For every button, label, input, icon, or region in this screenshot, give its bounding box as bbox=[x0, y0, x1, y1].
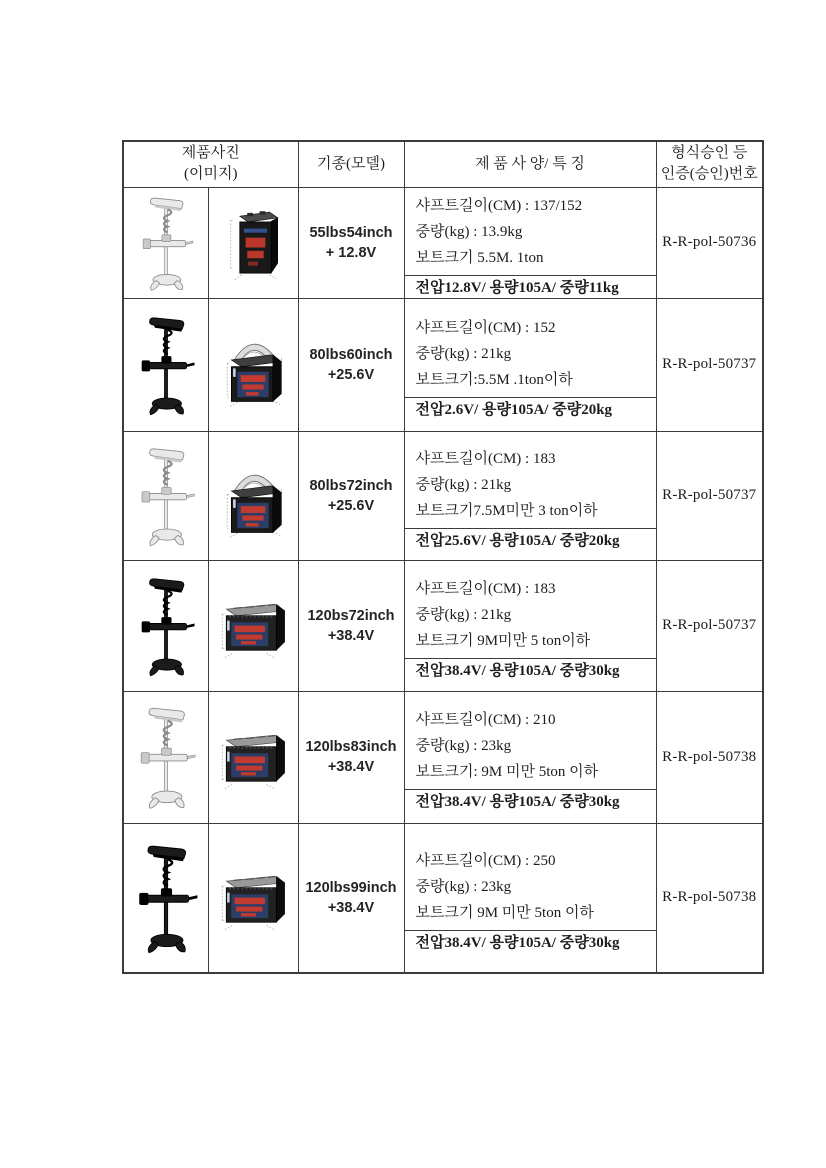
spec-lines bbox=[405, 189, 656, 275]
product-row bbox=[123, 691, 763, 823]
table-header-row bbox=[123, 141, 763, 187]
spec-lines bbox=[405, 311, 656, 397]
motor-photo-cell bbox=[123, 691, 208, 823]
product-row bbox=[123, 823, 763, 973]
model-line1: 55lbs54inch bbox=[309, 224, 393, 241]
model-line1: 80lbs60inch bbox=[309, 346, 393, 363]
spec-line-3: 보트크기7.5M미만 3 ton이하 bbox=[415, 502, 598, 519]
model-cell bbox=[298, 431, 404, 560]
model-line2: +38.4V bbox=[327, 899, 375, 916]
spec-line-3: 보트크기:5.5M .1ton이하 bbox=[415, 371, 573, 388]
product-row bbox=[123, 560, 763, 691]
trolling-motor-black-icon bbox=[136, 308, 196, 422]
trolling-motor-white-icon bbox=[135, 699, 197, 815]
model-cell bbox=[298, 691, 404, 823]
battery-box-handle-icon bbox=[217, 321, 289, 409]
spec-lines bbox=[405, 844, 656, 930]
spec-line-3: 보트크기 5.5M. 1ton bbox=[415, 249, 544, 266]
header-cert-line1: 형식승인 등 bbox=[671, 145, 748, 162]
spec-line-2: 중량(kg) : 21kg bbox=[415, 345, 512, 362]
model-cell bbox=[298, 560, 404, 691]
spec-cell bbox=[404, 298, 656, 431]
spec-line-2: 중량(kg) : 23kg bbox=[415, 738, 512, 754]
model-line2: +25.6V bbox=[327, 497, 375, 514]
battery-photo-cell bbox=[208, 298, 298, 431]
spec-line-1: 샤프트길이(CM) : 183 bbox=[415, 580, 556, 597]
spec-line-1: 샤프트길이(CM) : 250 bbox=[415, 852, 556, 869]
spec-line-1: 샤프트길이(CM) : 137/152 bbox=[415, 197, 583, 214]
battery-box-handle-icon bbox=[217, 452, 289, 540]
model-cell bbox=[298, 823, 404, 973]
product-row bbox=[123, 187, 763, 298]
battery-box-wide-icon bbox=[214, 721, 292, 793]
spec-line-1: 샤프트길이(CM) : 210 bbox=[415, 712, 556, 728]
spec-cell bbox=[404, 187, 656, 298]
model-line1: 120bs72inch bbox=[307, 607, 395, 624]
battery-box-wide-icon bbox=[214, 590, 292, 662]
trolling-motor-black-icon bbox=[136, 569, 196, 683]
spec-line-3: 보트크기 9M 미만 5ton 이하 bbox=[415, 904, 594, 921]
spec-cell bbox=[404, 823, 656, 973]
battery-photo-cell bbox=[208, 691, 298, 823]
battery-photo-cell bbox=[208, 560, 298, 691]
product-spec-table bbox=[122, 140, 764, 974]
battery-summary: 전압38.4V/ 용량105A/ 중량30kg bbox=[405, 658, 656, 680]
cert-number: R-R-pol-50738 bbox=[656, 823, 763, 973]
header-spec: 제 품 사 양/ 특 징 bbox=[404, 141, 656, 187]
spec-cell bbox=[404, 431, 656, 560]
spec-line-2: 중량(kg) : 23kg bbox=[415, 878, 512, 895]
cert-number: R-R-pol-50737 bbox=[656, 431, 763, 560]
motor-photo-cell bbox=[123, 298, 208, 431]
spec-line-3: 보트크기: 9M 미만 5ton 이하 bbox=[415, 764, 599, 780]
spec-line-3: 보트크기 9M미만 5 ton이하 bbox=[415, 632, 591, 649]
spec-line-2: 중량(kg) : 21kg bbox=[415, 476, 512, 493]
header-model: 기종(모델) bbox=[298, 141, 404, 187]
spec-lines bbox=[405, 442, 656, 528]
spec-line-2: 중량(kg) : 21kg bbox=[415, 606, 512, 623]
model-line1: 120lbs83inch bbox=[305, 739, 397, 755]
motor-photo-cell bbox=[123, 431, 208, 560]
model-line2: +38.4V bbox=[327, 627, 375, 644]
battery-photo-cell bbox=[208, 431, 298, 560]
header-cert bbox=[656, 141, 763, 187]
spec-cell bbox=[404, 560, 656, 691]
battery-summary: 전압25.6V/ 용량105A/ 중량20kg bbox=[405, 528, 656, 550]
trolling-motor-black-icon bbox=[133, 832, 199, 964]
battery-photo-cell bbox=[208, 187, 298, 298]
battery-summary: 전압38.4V/ 용량105A/ 중량30kg bbox=[405, 789, 656, 811]
trolling-motor-white-icon bbox=[136, 440, 196, 552]
spec-line-2: 중량(kg) : 13.9kg bbox=[415, 223, 523, 240]
header-photo-line2: (이미지) bbox=[184, 166, 238, 183]
spec-lines bbox=[405, 703, 656, 789]
battery-summary: 전압2.6V/ 용량105A/ 중량20kg bbox=[405, 397, 656, 419]
model-cell bbox=[298, 298, 404, 431]
model-line2: +25.6V bbox=[327, 366, 375, 383]
model-line2: + 12.8V bbox=[325, 244, 377, 261]
header-photo bbox=[123, 141, 298, 187]
battery-summary: 전압12.8V/ 용량105A/ 중량11kg bbox=[405, 275, 656, 297]
motor-photo-cell bbox=[123, 187, 208, 298]
cert-number: R-R-pol-50736 bbox=[656, 187, 763, 298]
battery-box-compact-icon bbox=[220, 203, 286, 283]
product-row bbox=[123, 431, 763, 560]
motor-photo-cell bbox=[123, 560, 208, 691]
header-photo-line1: 제품사진 bbox=[181, 145, 240, 162]
product-row bbox=[123, 298, 763, 431]
battery-photo-cell bbox=[208, 823, 298, 973]
spec-lines bbox=[405, 572, 656, 658]
model-line1: 80lbs72inch bbox=[309, 477, 393, 494]
trolling-motor-white-icon bbox=[137, 194, 195, 292]
model-cell bbox=[298, 187, 404, 298]
spec-line-1: 샤프트길이(CM) : 152 bbox=[415, 319, 556, 336]
battery-summary: 전압38.4V/ 용량105A/ 중량30kg bbox=[405, 930, 656, 952]
battery-box-wide-icon bbox=[214, 862, 292, 934]
spec-line-1: 샤프트길이(CM) : 183 bbox=[415, 450, 556, 467]
cert-number: R-R-pol-50738 bbox=[656, 691, 763, 823]
motor-photo-cell bbox=[123, 823, 208, 973]
model-line2: +38.4V bbox=[327, 759, 375, 775]
header-cert-line2: 인증(승인)번호 bbox=[660, 166, 758, 183]
model-line1: 120lbs99inch bbox=[305, 879, 397, 896]
spec-cell bbox=[404, 691, 656, 823]
cert-number: R-R-pol-50737 bbox=[656, 298, 763, 431]
cert-number: R-R-pol-50737 bbox=[656, 560, 763, 691]
